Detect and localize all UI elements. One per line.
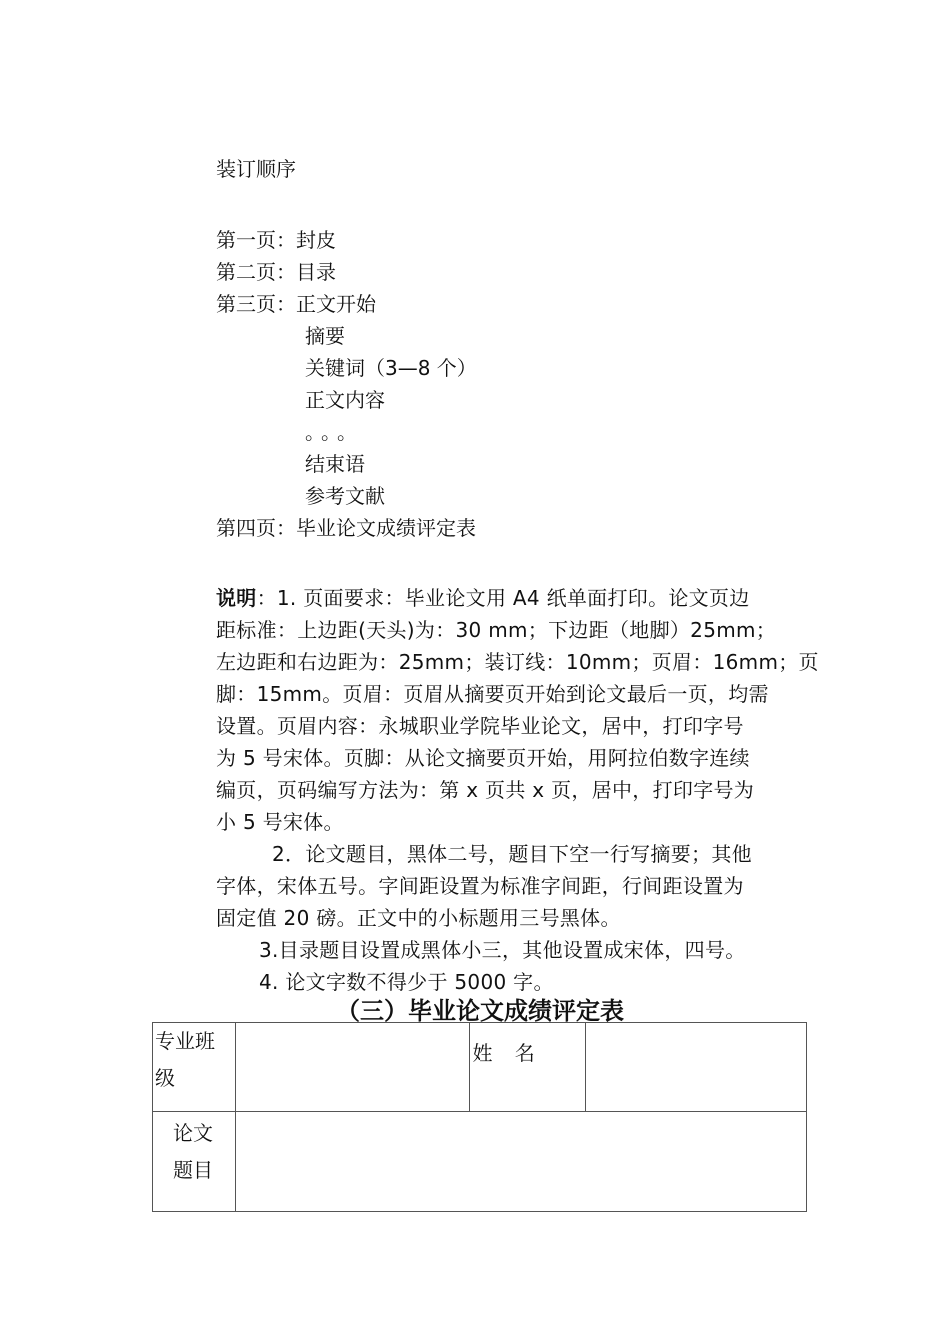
toc-prefix: 第四页：: [216, 516, 296, 540]
toc-subitem: 关键词（3—8 个）: [305, 356, 477, 380]
notes-line: 3.目录题目设置成黑体小三，其他设置成宋体，四号。: [259, 938, 746, 962]
table-row: [153, 1023, 807, 1112]
toc-subitem: 摘要: [305, 324, 345, 348]
thesis-topic-label: 论文 题目: [153, 1112, 236, 1212]
notes-line: 左边距和右边距为：25mm；装订线：10mm；页眉：16mm；页: [216, 650, 819, 674]
major-class-label: 专业班 级: [153, 1023, 236, 1112]
notes-line: 字体，宋体五号。字间距设置为标准字间距，行间距设置为: [216, 874, 744, 898]
page-heading: 装订顺序: [216, 157, 296, 181]
grade-form-table: [152, 1022, 807, 1212]
thesis-topic-field[interactable]: [236, 1112, 807, 1212]
toc-subitem: 。。。: [305, 420, 363, 444]
toc-text: 毕业论文成绩评定表: [296, 516, 476, 540]
notes-line: 为 5 号宋体。页脚：从论文摘要页开始，用阿拉伯数字连续: [216, 746, 750, 770]
toc-item: [216, 289, 376, 319]
major-class-field[interactable]: [236, 1023, 470, 1112]
toc-prefix: 第三页：: [216, 292, 296, 316]
toc-prefix: 第一页：: [216, 228, 296, 252]
toc-subitem: 结束语: [305, 452, 365, 476]
notes-line: 编页，页码编写方法为：第 x 页共 x 页，居中，打印字号为: [216, 778, 755, 802]
notes-line: 小 5 号宋体。: [216, 810, 344, 834]
notes-line: 设置。页眉内容：永城职业学院毕业论文，居中，打印字号: [216, 714, 744, 738]
toc-subitem: 参考文献: [305, 484, 385, 508]
toc-item: [216, 513, 476, 543]
toc-text: 封皮: [296, 228, 336, 252]
toc-subitem: 正文内容: [305, 388, 385, 412]
toc-text: 目录: [296, 260, 336, 284]
notes-line: 2．论文题目，黑体二号，题目下空一行写摘要；其他: [272, 842, 752, 866]
form-title: （三）毕业论文成绩评定表: [336, 997, 624, 1025]
name-field[interactable]: [585, 1023, 806, 1112]
notes-line: 说明：1. 页面要求：毕业论文用 A4 纸单面打印。论文页边: [216, 586, 750, 610]
notes-line: 4. 论文字数不得少于 5000 字。: [259, 970, 554, 994]
toc-prefix: 第二页：: [216, 260, 296, 284]
notes-label: 说明: [216, 586, 257, 610]
toc-item: [216, 225, 336, 255]
notes-line: 脚：15mm。页眉：页眉从摘要页开始到论文最后一页，均需: [216, 682, 769, 706]
toc-item: [216, 257, 336, 287]
notes-line: 距标准：上边距(天头)为：30 mm；下边距（地脚）25mm；: [216, 618, 777, 642]
name-label: 姓 名: [470, 1023, 586, 1112]
table-row: [153, 1112, 807, 1212]
notes-line: 固定值 20 磅。正文中的小标题用三号黑体。: [216, 906, 621, 930]
toc-text: 正文开始: [296, 292, 376, 316]
